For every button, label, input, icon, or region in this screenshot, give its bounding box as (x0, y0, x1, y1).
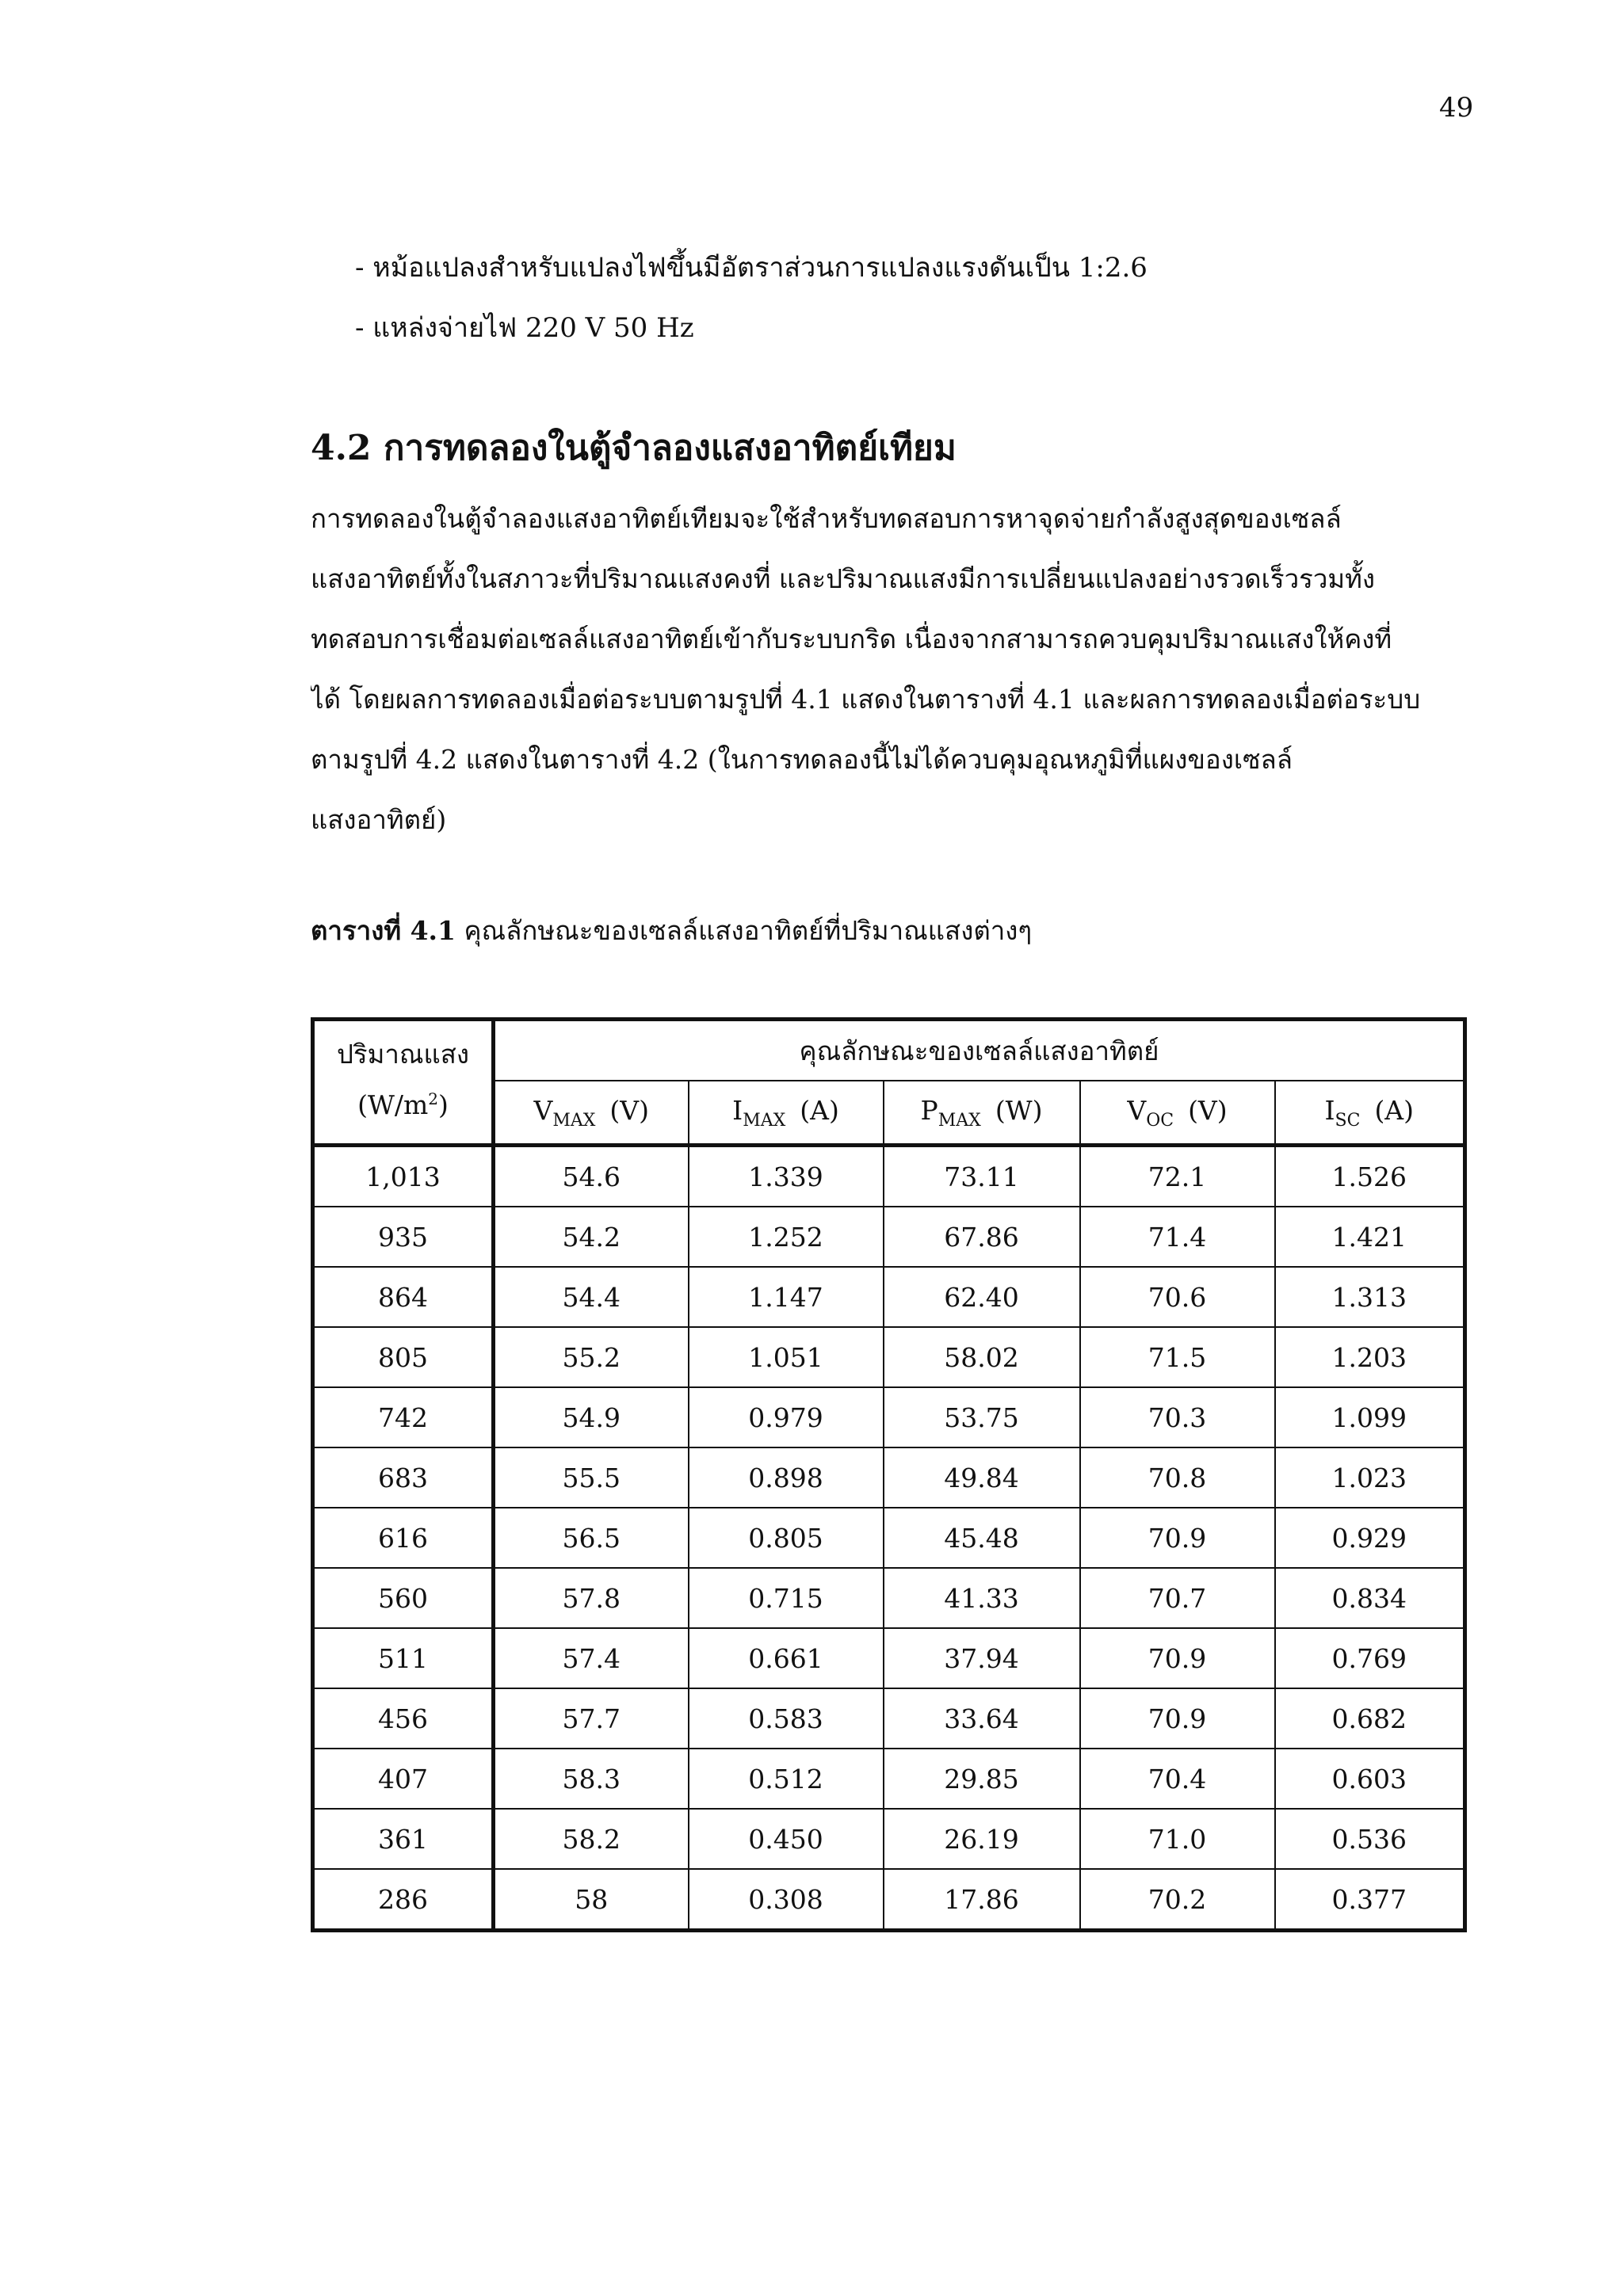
table-cell: 70.9 (1080, 1508, 1275, 1568)
table-row (313, 1628, 1465, 1688)
table-cell: 56.5 (494, 1508, 689, 1568)
table-cell: 37.94 (884, 1628, 1080, 1688)
paragraph-line: แสงอาทิตย์) (311, 804, 447, 835)
table-cell: 54.6 (494, 1146, 689, 1207)
table-cell: 58.2 (494, 1809, 689, 1869)
table-cell: 55.5 (494, 1447, 689, 1508)
light-intensity-unit: $(W/m^2)$ (357, 1089, 449, 1120)
light-intensity-cell: 935 (313, 1207, 494, 1267)
table-cell: 0.682 (1275, 1688, 1465, 1749)
table-cell: 0.583 (689, 1688, 884, 1749)
table-cell: 1.051 (689, 1327, 884, 1387)
table-cell: 17.86 (884, 1869, 1080, 1931)
table-cell: 0.715 (689, 1568, 884, 1628)
table-cell: 1.339 (689, 1146, 884, 1207)
table-cell: 1.203 (1275, 1327, 1465, 1387)
table-cell: 71.5 (1080, 1327, 1275, 1387)
column-header-i-max: $I_{MAX}$ (A) (689, 1081, 884, 1146)
table-cell: 1.099 (1275, 1387, 1465, 1447)
table-cell: 70.7 (1080, 1568, 1275, 1628)
light-intensity-cell: 1,013 (313, 1146, 494, 1207)
table-cell: 29.85 (884, 1749, 1080, 1809)
table-cell: 70.3 (1080, 1387, 1275, 1447)
table-cell: 0.450 (689, 1809, 884, 1869)
table-row (313, 1327, 1465, 1387)
table-cell: 1.313 (1275, 1267, 1465, 1327)
table-cell: 0.308 (689, 1869, 884, 1931)
table-cell: 58.02 (884, 1327, 1080, 1387)
table-cell: 73.11 (884, 1146, 1080, 1207)
table-row (313, 1387, 1465, 1447)
table-cell: 26.19 (884, 1809, 1080, 1869)
light-intensity-cell: 511 (313, 1628, 494, 1688)
table-row (313, 1688, 1465, 1749)
table-cell: 53.75 (884, 1387, 1080, 1447)
light-intensity-cell: 742 (313, 1387, 494, 1447)
light-intensity-label: ปริมาณแสง (336, 1039, 470, 1070)
table-cell: 58 (494, 1869, 689, 1931)
table-cell: 1.526 (1275, 1146, 1465, 1207)
table-cell: 54.2 (494, 1207, 689, 1267)
section-heading: 4.2 การทดลองในตู้จำลองแสงอาทิตย์เทียม (311, 428, 957, 468)
table-cell: 54.4 (494, 1267, 689, 1327)
table-row (313, 1267, 1465, 1327)
table-cell: 0.661 (689, 1628, 884, 1688)
light-intensity-cell: 560 (313, 1568, 494, 1628)
table-row (313, 1508, 1465, 1568)
table-cell: 33.64 (884, 1688, 1080, 1749)
table-cell: 1.023 (1275, 1447, 1465, 1508)
table-cell: 49.84 (884, 1447, 1080, 1508)
table-cell: 55.2 (494, 1327, 689, 1387)
cell-characteristics-group-header: คุณลักษณะของเซลล์แสงอาทิตย์ (494, 1020, 1465, 1081)
table-cell: 72.1 (1080, 1146, 1275, 1207)
table-cell: 67.86 (884, 1207, 1080, 1267)
table-row (313, 1568, 1465, 1628)
table-row (313, 1809, 1465, 1869)
light-intensity-cell: 683 (313, 1447, 494, 1508)
table-cell: 58.3 (494, 1749, 689, 1809)
column-header-i-sc: $I_{SC}$ (A) (1275, 1081, 1465, 1146)
bullet-item-transformer: - หม้อแปลงสำหรับแปลงไฟขึ้นมีอัตราส่วนการแปลงแรงดันเป็น 1:2.6 (355, 252, 1148, 284)
light-intensity-cell: 361 (313, 1809, 494, 1869)
table-cell: 57.4 (494, 1628, 689, 1688)
table-row (313, 1146, 1465, 1207)
table-cell: 70.9 (1080, 1628, 1275, 1688)
table-cell: 70.8 (1080, 1447, 1275, 1508)
table-cell: 70.4 (1080, 1749, 1275, 1809)
table-caption-label: ตารางที่ 4.1 (311, 915, 456, 946)
paragraph-line: ทดสอบการเชื่อมต่อเซลล์แสงอาทิตย์เข้ากับระบบกริด เนื่องจากสามารถควบคุมปริมาณแสงให้คงที่ (311, 624, 1392, 654)
table-cell: 0.805 (689, 1508, 884, 1568)
light-intensity-cell: 407 (313, 1749, 494, 1809)
light-intensity-cell: 286 (313, 1869, 494, 1931)
light-intensity-cell: 864 (313, 1267, 494, 1327)
table-cell: 0.603 (1275, 1749, 1465, 1809)
bullet-item-power-supply: - แหล่งจ่ายไฟ 220 V 50 Hz (355, 312, 694, 344)
table-cell: 0.979 (689, 1387, 884, 1447)
paragraph-line: ตามรูปที่ 4.2 แสดงในตารางที่ 4.2 (ในการทดลองนี้ไม่ได้ควบคุมอุณหภูมิที่แผงของเซลล์ (311, 744, 1293, 775)
table-caption (311, 910, 1032, 952)
table-cell: 70.6 (1080, 1267, 1275, 1327)
paragraph-line: การทดลองในตู้จำลองแสงอาทิตย์เทียมจะใช้สำหรับทดสอบการหาจุดจ่ายกำลังสูงสุดของเซลล์ (311, 503, 1342, 534)
table-caption-text: คุณลักษณะของเซลล์แสงอาทิตย์ที่ปริมาณแสงต่างๆ (455, 915, 1033, 946)
column-header-v-oc: $V_{OC}$ (V) (1080, 1081, 1275, 1146)
table-cell: 0.898 (689, 1447, 884, 1508)
table-cell: 1.252 (689, 1207, 884, 1267)
table-cell: 1.147 (689, 1267, 884, 1327)
table-cell: 57.7 (494, 1688, 689, 1749)
table-cell: 1.421 (1275, 1207, 1465, 1267)
table-cell: 45.48 (884, 1508, 1080, 1568)
table-cell: 0.929 (1275, 1508, 1465, 1568)
table-row (313, 1207, 1465, 1267)
table-cell: 41.33 (884, 1568, 1080, 1628)
table-cell: 0.512 (689, 1749, 884, 1809)
solar-cell-characteristics-table (311, 1017, 1467, 1932)
table-cell: 54.9 (494, 1387, 689, 1447)
light-intensity-cell: 616 (313, 1508, 494, 1568)
light-intensity-cell: 456 (313, 1688, 494, 1749)
table-cell: 0.834 (1275, 1568, 1465, 1628)
table-cell: 0.377 (1275, 1869, 1465, 1931)
light-intensity-cell: 805 (313, 1327, 494, 1387)
light-intensity-header (313, 1020, 494, 1146)
table-row (313, 1447, 1465, 1508)
table-cell: 70.2 (1080, 1869, 1275, 1931)
table-cell: 57.8 (494, 1568, 689, 1628)
table-cell: 62.40 (884, 1267, 1080, 1327)
table-cell: 71.4 (1080, 1207, 1275, 1267)
paragraph-line: ได้ โดยผลการทดลองเมื่อต่อระบบตามรูปที่ 4.1 แสดงในตารางที่ 4.1 และผลการทดลองเมื่อต่อระบบ (311, 684, 1421, 715)
page-number: 49 (1439, 92, 1474, 124)
table-cell: 71.0 (1080, 1809, 1275, 1869)
table-cell: 0.536 (1275, 1809, 1465, 1869)
table-cell: 70.9 (1080, 1688, 1275, 1749)
column-header-v-max: $V_{MAX}$ (V) (494, 1081, 689, 1146)
column-header-p-max: $P_{MAX}$ (W) (884, 1081, 1080, 1146)
table-row (313, 1749, 1465, 1809)
table-row (313, 1869, 1465, 1931)
table-cell: 0.769 (1275, 1628, 1465, 1688)
paragraph-line: แสงอาทิตย์ทั้งในสภาวะที่ปริมาณแสงคงที่ และปริมาณแสงมีการเปลี่ยนแปลงอย่างรวดเร็วรวมทั้ง (311, 563, 1375, 594)
